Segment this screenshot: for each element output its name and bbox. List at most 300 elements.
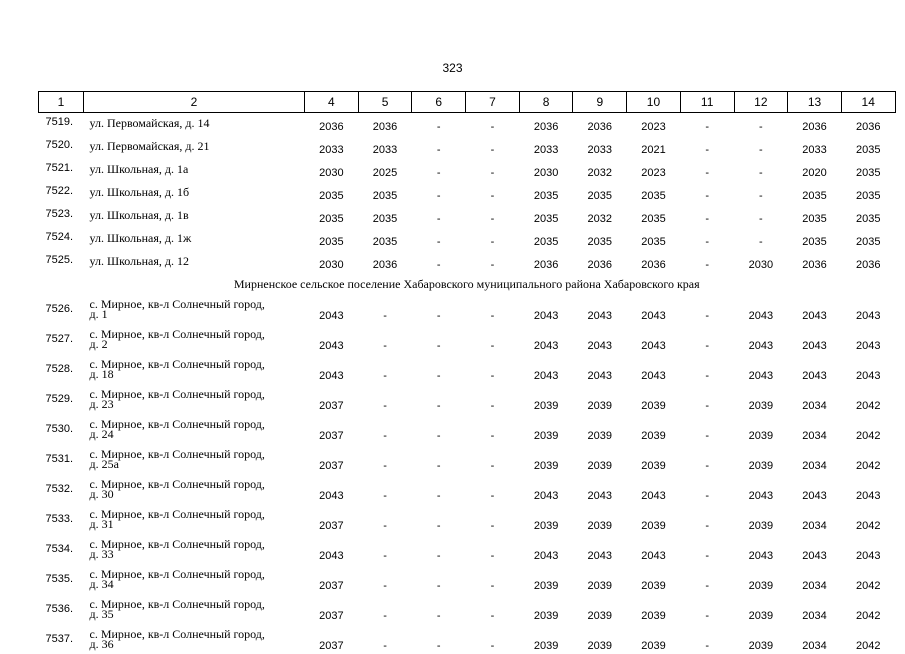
value-cell: 2042 bbox=[841, 594, 895, 624]
row-number: 7530. bbox=[39, 414, 84, 444]
value-cell: - bbox=[412, 294, 466, 324]
value-cell: - bbox=[466, 113, 520, 137]
value-cell: 2043 bbox=[573, 324, 627, 354]
column-header: 9 bbox=[573, 92, 627, 113]
value-cell: - bbox=[466, 159, 520, 182]
value-cell: - bbox=[412, 444, 466, 474]
value-cell: 2043 bbox=[627, 534, 681, 564]
value-cell: 2034 bbox=[788, 384, 842, 414]
value-cell: 2043 bbox=[627, 354, 681, 384]
row-number: 7535. bbox=[39, 564, 84, 594]
value-cell: - bbox=[680, 594, 734, 624]
value-cell: - bbox=[466, 182, 520, 205]
table-row bbox=[39, 159, 896, 182]
page-number: 323 bbox=[0, 61, 905, 75]
address-line-1: с. Мирное, кв-л Солнечный город, bbox=[90, 299, 305, 309]
row-number: 7528. bbox=[39, 354, 84, 384]
table-row bbox=[39, 564, 896, 594]
value-cell: 2039 bbox=[627, 504, 681, 534]
value-cell: 2036 bbox=[841, 113, 895, 137]
address-line-1: с. Мирное, кв-л Солнечный город, bbox=[90, 479, 305, 489]
column-header: 6 bbox=[412, 92, 466, 113]
table-row bbox=[39, 228, 896, 251]
value-cell: 2043 bbox=[573, 294, 627, 324]
value-cell: - bbox=[466, 294, 520, 324]
value-cell: 2043 bbox=[305, 534, 359, 564]
value-cell: - bbox=[358, 594, 412, 624]
value-cell: 2025 bbox=[358, 159, 412, 182]
value-cell: - bbox=[412, 182, 466, 205]
value-cell: 2043 bbox=[788, 534, 842, 564]
value-cell: - bbox=[680, 113, 734, 137]
value-cell: 2036 bbox=[788, 113, 842, 137]
address-cell: ул. Первомайская, д. 14 bbox=[84, 113, 305, 137]
row-number: 7520. bbox=[39, 136, 84, 159]
value-cell: 2039 bbox=[627, 624, 681, 654]
value-cell: 2039 bbox=[627, 444, 681, 474]
value-cell: 2043 bbox=[841, 294, 895, 324]
value-cell: - bbox=[412, 136, 466, 159]
value-cell: - bbox=[680, 504, 734, 534]
value-cell: 2032 bbox=[573, 159, 627, 182]
value-cell: - bbox=[412, 251, 466, 274]
value-cell: - bbox=[358, 384, 412, 414]
address-line-2: д. 18 bbox=[90, 369, 305, 379]
column-header: 12 bbox=[734, 92, 788, 113]
value-cell: 2036 bbox=[788, 251, 842, 274]
row-number: 7523. bbox=[39, 205, 84, 228]
table-row bbox=[39, 474, 896, 504]
value-cell: 2043 bbox=[305, 294, 359, 324]
address-cell bbox=[84, 324, 305, 354]
value-cell: 2034 bbox=[788, 564, 842, 594]
row-number: 7521. bbox=[39, 159, 84, 182]
value-cell: 2043 bbox=[305, 474, 359, 504]
address-line-1: с. Мирное, кв-л Солнечный город, bbox=[90, 539, 305, 549]
value-cell: - bbox=[466, 414, 520, 444]
value-cell: 2035 bbox=[788, 205, 842, 228]
address-line-1: с. Мирное, кв-л Солнечный город, bbox=[90, 599, 305, 609]
table-row bbox=[39, 354, 896, 384]
table-row bbox=[39, 414, 896, 444]
value-cell: 2033 bbox=[305, 136, 359, 159]
address-cell: ул. Школьная, д. 1в bbox=[84, 205, 305, 228]
value-cell: - bbox=[466, 594, 520, 624]
value-cell: - bbox=[412, 113, 466, 137]
value-cell: - bbox=[734, 113, 788, 137]
row-number: 7532. bbox=[39, 474, 84, 504]
value-cell: 2043 bbox=[519, 534, 573, 564]
value-cell: 2037 bbox=[305, 504, 359, 534]
value-cell: - bbox=[412, 594, 466, 624]
row-number: 7533. bbox=[39, 504, 84, 534]
value-cell: 2023 bbox=[627, 159, 681, 182]
value-cell: 2034 bbox=[788, 624, 842, 654]
value-cell: 2043 bbox=[788, 324, 842, 354]
value-cell: 2039 bbox=[734, 594, 788, 624]
value-cell: - bbox=[466, 444, 520, 474]
value-cell: 2035 bbox=[627, 228, 681, 251]
value-cell: - bbox=[680, 414, 734, 444]
value-cell: - bbox=[412, 474, 466, 504]
value-cell: 2037 bbox=[305, 564, 359, 594]
address-cell: ул. Первомайская, д. 21 bbox=[84, 136, 305, 159]
value-cell: 2039 bbox=[734, 444, 788, 474]
value-cell: 2036 bbox=[358, 251, 412, 274]
column-header: 11 bbox=[680, 92, 734, 113]
value-cell: 2039 bbox=[519, 594, 573, 624]
table-row bbox=[39, 294, 896, 324]
address-cell bbox=[84, 384, 305, 414]
address-line-2: д. 31 bbox=[90, 519, 305, 529]
value-cell: 2035 bbox=[841, 228, 895, 251]
value-cell: - bbox=[412, 228, 466, 251]
row-number: 7525. bbox=[39, 251, 84, 274]
value-cell: 2035 bbox=[788, 228, 842, 251]
value-cell: - bbox=[466, 228, 520, 251]
value-cell: 2043 bbox=[841, 354, 895, 384]
address-line-2: д. 35 bbox=[90, 609, 305, 619]
address-line-1: с. Мирное, кв-л Солнечный город, bbox=[90, 449, 305, 459]
value-cell: - bbox=[680, 624, 734, 654]
address-line-2: д. 25а bbox=[90, 459, 305, 469]
value-cell: 2043 bbox=[841, 534, 895, 564]
value-cell: - bbox=[412, 384, 466, 414]
row-number: 7524. bbox=[39, 228, 84, 251]
value-cell: 2043 bbox=[627, 294, 681, 324]
column-header: 1 bbox=[39, 92, 84, 113]
row-number: 7519. bbox=[39, 113, 84, 137]
value-cell: 2039 bbox=[519, 414, 573, 444]
section-title: Мирненское сельское поселение Хабаровского муниципального района Хабаровского края bbox=[39, 274, 896, 294]
value-cell: 2034 bbox=[788, 594, 842, 624]
value-cell: - bbox=[466, 564, 520, 594]
column-header: 14 bbox=[841, 92, 895, 113]
value-cell: 2043 bbox=[573, 474, 627, 504]
value-cell: - bbox=[412, 354, 466, 384]
value-cell: 2036 bbox=[573, 251, 627, 274]
value-cell: 2043 bbox=[841, 474, 895, 504]
column-header: 2 bbox=[84, 92, 305, 113]
address-line-2: д. 34 bbox=[90, 579, 305, 589]
value-cell: - bbox=[466, 624, 520, 654]
value-cell: 2039 bbox=[627, 384, 681, 414]
value-cell: 2035 bbox=[305, 228, 359, 251]
address-cell bbox=[84, 414, 305, 444]
value-cell: 2035 bbox=[627, 205, 681, 228]
value-cell: 2037 bbox=[305, 444, 359, 474]
value-cell: 2039 bbox=[573, 414, 627, 444]
value-cell: 2043 bbox=[519, 354, 573, 384]
value-cell: - bbox=[412, 624, 466, 654]
value-cell: - bbox=[466, 354, 520, 384]
value-cell: 2043 bbox=[734, 474, 788, 504]
value-cell: - bbox=[466, 251, 520, 274]
value-cell: 2043 bbox=[305, 354, 359, 384]
value-cell: 2043 bbox=[788, 354, 842, 384]
section-row bbox=[39, 274, 896, 294]
value-cell: 2043 bbox=[734, 534, 788, 564]
address-line-1: с. Мирное, кв-л Солнечный город, bbox=[90, 389, 305, 399]
value-cell: 2035 bbox=[573, 182, 627, 205]
value-cell: - bbox=[412, 205, 466, 228]
value-cell: - bbox=[358, 354, 412, 384]
value-cell: - bbox=[466, 504, 520, 534]
value-cell: 2021 bbox=[627, 136, 681, 159]
address-line-2: д. 30 bbox=[90, 489, 305, 499]
value-cell: 2039 bbox=[627, 594, 681, 624]
address-line-1: с. Мирное, кв-л Солнечный город, bbox=[90, 569, 305, 579]
value-cell: - bbox=[358, 474, 412, 504]
value-cell: 2023 bbox=[627, 113, 681, 137]
column-header: 10 bbox=[627, 92, 681, 113]
address-line-2: д. 2 bbox=[90, 339, 305, 349]
value-cell: 2043 bbox=[627, 474, 681, 504]
value-cell: - bbox=[466, 324, 520, 354]
value-cell: - bbox=[466, 205, 520, 228]
value-cell: 2042 bbox=[841, 624, 895, 654]
value-cell: 2036 bbox=[519, 251, 573, 274]
value-cell: 2020 bbox=[788, 159, 842, 182]
value-cell: 2036 bbox=[573, 113, 627, 137]
address-cell bbox=[84, 294, 305, 324]
value-cell: 2037 bbox=[305, 624, 359, 654]
row-number: 7536. bbox=[39, 594, 84, 624]
table-row bbox=[39, 444, 896, 474]
table-row bbox=[39, 594, 896, 624]
value-cell: - bbox=[680, 182, 734, 205]
value-cell: - bbox=[680, 159, 734, 182]
table-row bbox=[39, 251, 896, 274]
value-cell: - bbox=[358, 324, 412, 354]
row-number: 7527. bbox=[39, 324, 84, 354]
column-header: 5 bbox=[358, 92, 412, 113]
value-cell: - bbox=[412, 534, 466, 564]
value-cell: - bbox=[412, 564, 466, 594]
value-cell: 2035 bbox=[841, 182, 895, 205]
address-line-1: с. Мирное, кв-л Солнечный город, bbox=[90, 509, 305, 519]
value-cell: - bbox=[680, 228, 734, 251]
address-cell bbox=[84, 444, 305, 474]
address-line-2: д. 33 bbox=[90, 549, 305, 559]
value-cell: 2042 bbox=[841, 564, 895, 594]
table-row bbox=[39, 136, 896, 159]
value-cell: 2039 bbox=[573, 384, 627, 414]
column-header: 4 bbox=[305, 92, 359, 113]
value-cell: 2039 bbox=[734, 414, 788, 444]
value-cell: 2033 bbox=[788, 136, 842, 159]
table-row bbox=[39, 182, 896, 205]
value-cell: 2036 bbox=[305, 113, 359, 137]
table-row bbox=[39, 113, 896, 137]
value-cell: - bbox=[466, 474, 520, 504]
column-header: 8 bbox=[519, 92, 573, 113]
value-cell: - bbox=[358, 414, 412, 444]
address-line-2: д. 24 bbox=[90, 429, 305, 439]
row-number: 7526. bbox=[39, 294, 84, 324]
address-cell bbox=[84, 354, 305, 384]
value-cell: 2033 bbox=[358, 136, 412, 159]
value-cell: 2030 bbox=[734, 251, 788, 274]
row-number: 7531. bbox=[39, 444, 84, 474]
value-cell: - bbox=[680, 354, 734, 384]
row-number: 7522. bbox=[39, 182, 84, 205]
value-cell: 2039 bbox=[519, 444, 573, 474]
value-cell: 2035 bbox=[573, 228, 627, 251]
value-cell: - bbox=[358, 294, 412, 324]
value-cell: 2037 bbox=[305, 594, 359, 624]
value-cell: 2033 bbox=[573, 136, 627, 159]
address-cell bbox=[84, 594, 305, 624]
value-cell: 2039 bbox=[734, 624, 788, 654]
table-row bbox=[39, 384, 896, 414]
address-line-1: с. Мирное, кв-л Солнечный город, bbox=[90, 629, 305, 639]
table-row bbox=[39, 624, 896, 654]
table-body bbox=[39, 113, 896, 654]
address-cell: ул. Школьная, д. 1б bbox=[84, 182, 305, 205]
value-cell: 2043 bbox=[573, 354, 627, 384]
address-cell: ул. Школьная, д. 12 bbox=[84, 251, 305, 274]
value-cell: - bbox=[734, 205, 788, 228]
value-cell: - bbox=[680, 534, 734, 564]
value-cell: 2039 bbox=[627, 414, 681, 444]
value-cell: 2043 bbox=[734, 294, 788, 324]
address-line-2: д. 23 bbox=[90, 399, 305, 409]
value-cell: 2043 bbox=[734, 354, 788, 384]
value-cell: 2035 bbox=[841, 136, 895, 159]
value-cell: 2043 bbox=[788, 474, 842, 504]
value-cell: - bbox=[680, 251, 734, 274]
value-cell: - bbox=[466, 534, 520, 564]
value-cell: 2042 bbox=[841, 504, 895, 534]
value-cell: - bbox=[680, 384, 734, 414]
value-cell: 2037 bbox=[305, 384, 359, 414]
value-cell: 2043 bbox=[519, 324, 573, 354]
value-cell: 2030 bbox=[305, 251, 359, 274]
value-cell: - bbox=[734, 182, 788, 205]
value-cell: 2032 bbox=[573, 205, 627, 228]
address-cell bbox=[84, 564, 305, 594]
address-cell bbox=[84, 534, 305, 564]
value-cell: - bbox=[466, 384, 520, 414]
value-cell: 2039 bbox=[573, 444, 627, 474]
value-cell: 2043 bbox=[788, 294, 842, 324]
value-cell: - bbox=[358, 564, 412, 594]
value-cell: 2030 bbox=[305, 159, 359, 182]
value-cell: - bbox=[466, 136, 520, 159]
value-cell: 2039 bbox=[573, 564, 627, 594]
value-cell: 2039 bbox=[734, 504, 788, 534]
value-cell: 2043 bbox=[627, 324, 681, 354]
value-cell: 2033 bbox=[519, 136, 573, 159]
value-cell: 2035 bbox=[841, 205, 895, 228]
value-cell: 2034 bbox=[788, 504, 842, 534]
value-cell: 2036 bbox=[627, 251, 681, 274]
value-cell: - bbox=[358, 624, 412, 654]
address-line-1: с. Мирное, кв-л Солнечный город, bbox=[90, 359, 305, 369]
value-cell: 2035 bbox=[305, 182, 359, 205]
row-number: 7534. bbox=[39, 534, 84, 564]
value-cell: - bbox=[734, 136, 788, 159]
value-cell: - bbox=[358, 444, 412, 474]
value-cell: - bbox=[680, 324, 734, 354]
row-number: 7537. bbox=[39, 624, 84, 654]
value-cell: 2042 bbox=[841, 414, 895, 444]
value-cell: - bbox=[734, 159, 788, 182]
value-cell: 2034 bbox=[788, 444, 842, 474]
value-cell: 2035 bbox=[788, 182, 842, 205]
value-cell: - bbox=[680, 474, 734, 504]
value-cell: 2042 bbox=[841, 384, 895, 414]
value-cell: 2043 bbox=[573, 534, 627, 564]
value-cell: 2039 bbox=[734, 384, 788, 414]
table-row bbox=[39, 205, 896, 228]
value-cell: 2043 bbox=[519, 294, 573, 324]
value-cell: 2037 bbox=[305, 414, 359, 444]
value-cell: 2035 bbox=[358, 205, 412, 228]
value-cell: - bbox=[680, 294, 734, 324]
value-cell: - bbox=[358, 504, 412, 534]
value-cell: 2043 bbox=[841, 324, 895, 354]
value-cell: 2039 bbox=[519, 384, 573, 414]
value-cell: - bbox=[358, 534, 412, 564]
value-cell: 2035 bbox=[519, 182, 573, 205]
value-cell: 2035 bbox=[519, 228, 573, 251]
value-cell: 2035 bbox=[627, 182, 681, 205]
value-cell: - bbox=[680, 205, 734, 228]
value-cell: - bbox=[734, 228, 788, 251]
value-cell: 2030 bbox=[519, 159, 573, 182]
address-cell bbox=[84, 624, 305, 654]
address-line-1: с. Мирное, кв-л Солнечный город, bbox=[90, 419, 305, 429]
value-cell: - bbox=[412, 159, 466, 182]
value-cell: - bbox=[412, 414, 466, 444]
value-cell: 2035 bbox=[358, 182, 412, 205]
value-cell: 2039 bbox=[519, 504, 573, 534]
table-row bbox=[39, 324, 896, 354]
value-cell: 2039 bbox=[734, 564, 788, 594]
address-cell bbox=[84, 504, 305, 534]
value-cell: 2036 bbox=[841, 251, 895, 274]
value-cell: 2042 bbox=[841, 444, 895, 474]
address-line-2: д. 36 bbox=[90, 639, 305, 649]
value-cell: 2036 bbox=[519, 113, 573, 137]
value-cell: - bbox=[680, 444, 734, 474]
value-cell: 2035 bbox=[305, 205, 359, 228]
table-row bbox=[39, 534, 896, 564]
value-cell: 2043 bbox=[734, 324, 788, 354]
schedule-table bbox=[38, 91, 896, 654]
value-cell: 2036 bbox=[358, 113, 412, 137]
value-cell: - bbox=[680, 136, 734, 159]
value-cell: 2039 bbox=[573, 594, 627, 624]
address-cell: ул. Школьная, д. 1а bbox=[84, 159, 305, 182]
value-cell: 2035 bbox=[841, 159, 895, 182]
column-header: 7 bbox=[466, 92, 520, 113]
value-cell: - bbox=[412, 324, 466, 354]
value-cell: 2035 bbox=[519, 205, 573, 228]
column-header: 13 bbox=[788, 92, 842, 113]
value-cell: 2039 bbox=[573, 624, 627, 654]
address-line-1: с. Мирное, кв-л Солнечный город, bbox=[90, 329, 305, 339]
value-cell: 2039 bbox=[627, 564, 681, 594]
value-cell: 2035 bbox=[358, 228, 412, 251]
value-cell: 2034 bbox=[788, 414, 842, 444]
value-cell: - bbox=[412, 504, 466, 534]
row-number: 7529. bbox=[39, 384, 84, 414]
value-cell: 2039 bbox=[519, 624, 573, 654]
value-cell: 2039 bbox=[573, 504, 627, 534]
